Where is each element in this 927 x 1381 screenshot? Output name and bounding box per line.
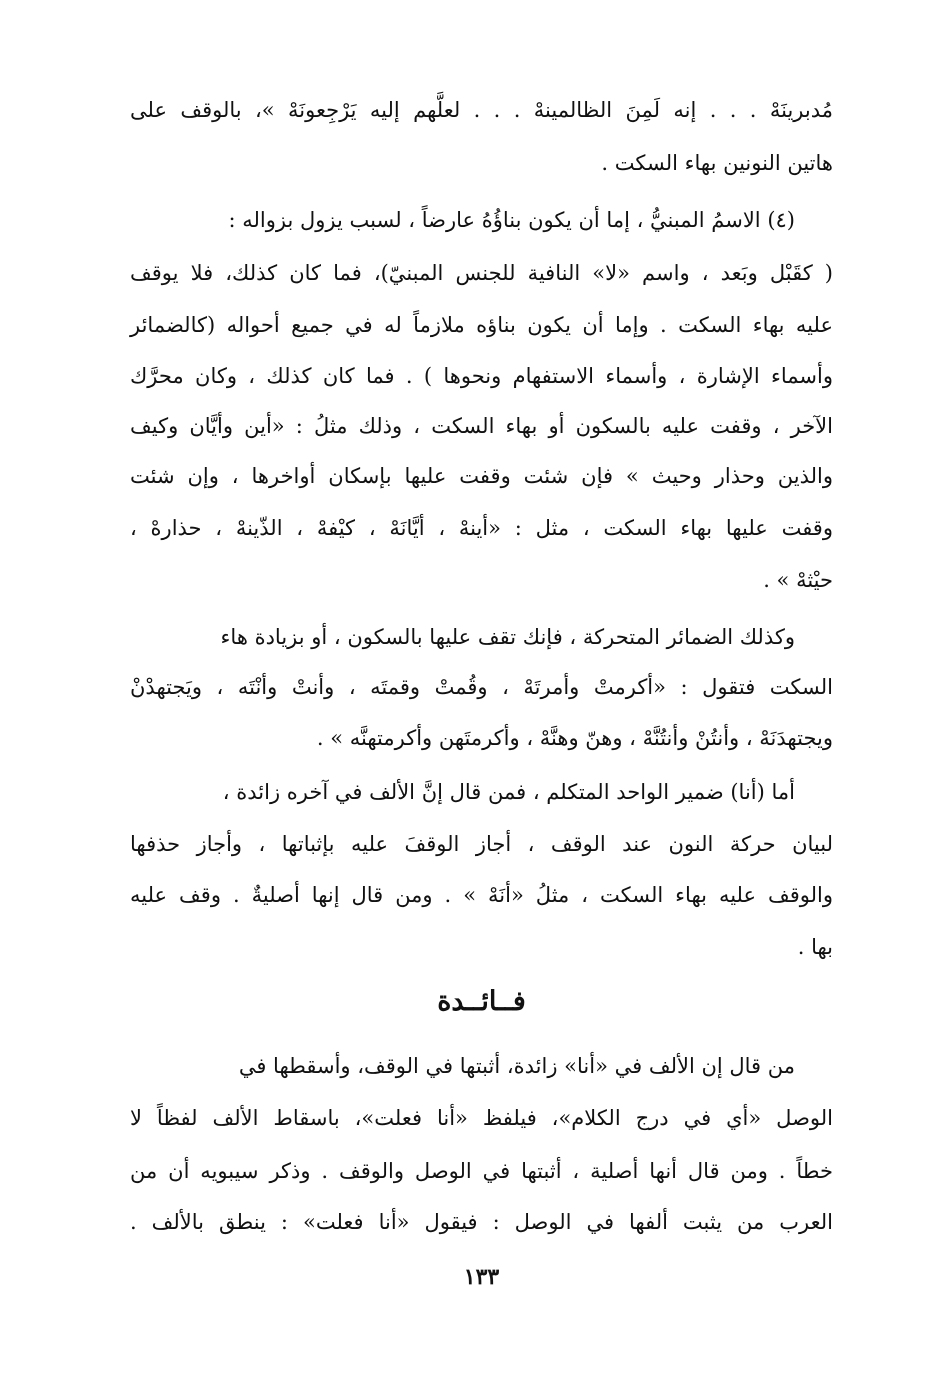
paragraph-4-line-1: أما (أنا) ضمير الواحد المتكلم ، فمن قال إنَّ الألف في آخره زائدة ، <box>222 780 795 804</box>
paragraph-4-line-2: لبيان حركة النون عند الوقف ، أجاز الوقفَ عليه بإثباتها ، وأجاز حذفها <box>130 832 833 856</box>
paragraph-4-line-3: والوقف عليه بهاء السكت ، مثلُ «أنَهْ » . ومن قال إنها أصليةٌ . وقف عليه <box>130 883 833 907</box>
note-line-4: العرب من يثبت ألفها في الوصل : فيقول «أنا فعلت» : ينطق بالألف . <box>130 1210 833 1234</box>
paragraph-3-line-3: ويجتهدَنَهْ ، وأنتُنْ وأنتُنَّهْ ، وهنّ وهنَّهْ ، وأكرمتَهن وأكرمتهنَّه » . <box>316 726 833 750</box>
section-heading: فــائــدة <box>437 986 526 1017</box>
paragraph-1-line-1: مُدبرينَهْ . . . إنه لَمِنَ الظالمينهْ . . . لعلَّهم إليه يَرْجِعونَهْ »، بالوقف على <box>130 98 833 122</box>
paragraph-2-line-8: حيْثهْ » . <box>763 568 833 592</box>
paragraph-3-line-1: وكذلك الضمائر المتحركة ، فإنك تقف عليها بالسكون ، أو بزيادة هاء <box>220 625 795 649</box>
paragraph-2-line-2: ( كقَبْل وبَعد ، واسم «لا» النافية للجنس المبنيّ)، فما كان كذلك، فلا يوقف <box>130 261 833 285</box>
paragraph-4-line-4: بها . <box>797 935 833 959</box>
page-number: ١٣٣ <box>463 1264 500 1290</box>
paragraph-2-line-1: (٤) الاسمُ المبنيُّ ، إما أن يكون بناؤُهُ عارضاً ، لسبب يزول بزواله : <box>228 208 795 232</box>
paragraph-2-line-6: والذين وحذار وحيث » فإن شئت وقفت عليها بإسكان أواخرها ، وإن شئت <box>130 464 833 488</box>
paragraph-2-line-5: الآخر ، وقفت عليه بالسكون أو بهاء السكت ، وذلك مثلُ : «أين وأيَّان وكيف <box>130 414 833 438</box>
paragraph-2-line-7: وقفت عليها بهاء السكت ، مثل : «أينهْ ، أيَّانَهْ ، كيْفهْ ، الذّينهْ ، حذارهْ ، <box>130 516 833 540</box>
note-line-3: خطاً . ومن قال أنها أصلية ، أثبتها في الوصل والوقف . وذكر سيبويه أن من <box>130 1159 833 1183</box>
paragraph-2-line-4: وأسماء الإشارة ، وأسماء الاستفهام ونحوها ) . فما كان كذلك ، وكان محرَّك <box>130 364 833 388</box>
paragraph-2-line-3: عليه بهاء السكت . وإما أن يكون بناؤه ملازماً له في جميع أحواله (كالضمائر <box>130 313 833 337</box>
book-page <box>130 0 833 1381</box>
note-line-2: الوصل «أي في درج الكلام»، فيلفظ «أنا فعلت»، باسقاط الألف لفظاً لا <box>130 1106 833 1130</box>
paragraph-3-line-2: السكت فتقول : «أكرمتْ وأمرتَهْ ، وقُمتْ وقمتَه ، وأنتْ وأنْتَه ، ويَجتهدْنْ <box>130 675 833 699</box>
note-line-1: من قال إن الألف في «أنا» زائدة، أثبتها في الوقف، وأسقطها في <box>238 1054 795 1078</box>
paragraph-1-line-2: هاتين النونين بهاء السكت . <box>601 151 833 175</box>
